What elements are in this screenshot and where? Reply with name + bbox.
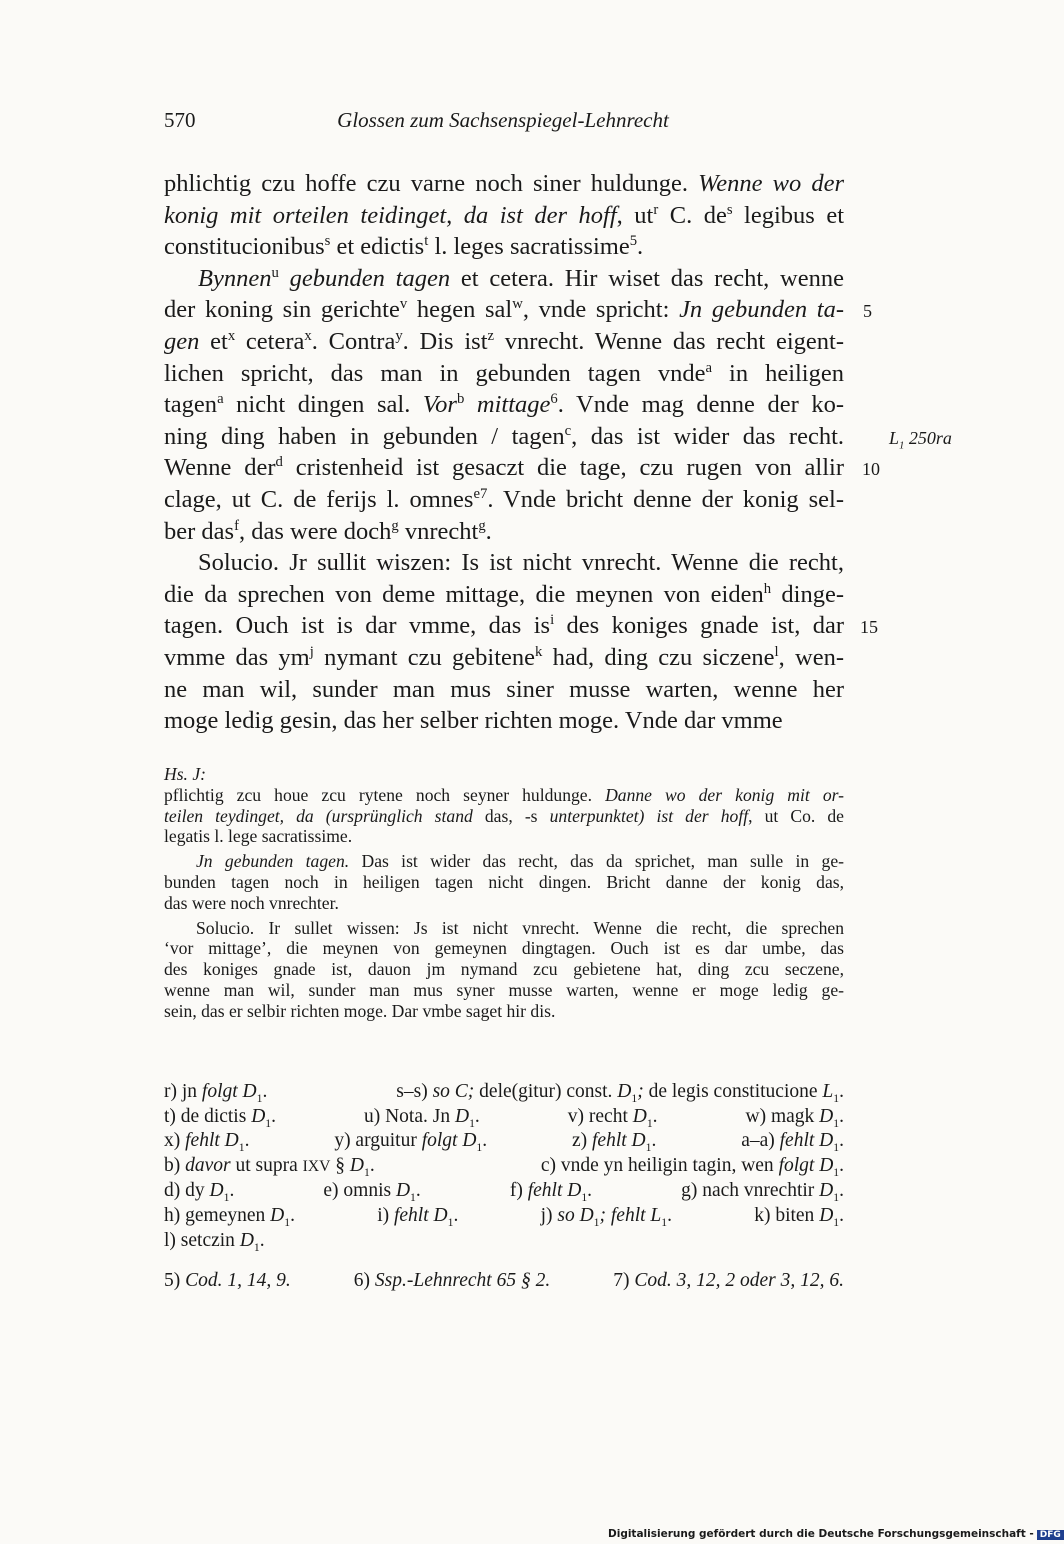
text-segment: D — [239, 1229, 254, 1251]
text-segment: . — [839, 1130, 844, 1152]
text-segment: ; fehlt L — [599, 1204, 662, 1226]
text-segment: ‘vor mittage’, die meynen von gemeynen dingtagen. Ouch ist es dar umbe, das — [164, 938, 844, 959]
text-segment: dele(gitur) const. — [474, 1081, 618, 1102]
text-segment: Vor — [422, 391, 457, 419]
text-segment: Wenne der — [164, 454, 276, 482]
text-segment: l — [774, 643, 779, 660]
text-line — [164, 326, 844, 358]
text-segment: h — [763, 580, 772, 597]
text-line — [164, 231, 844, 263]
text-segment: hegen sal — [407, 296, 513, 324]
text-segment: Cod. 3, 12, 2 oder 3, 12, 6. — [634, 1270, 844, 1291]
text-segment: fehlt D — [393, 1204, 448, 1226]
apparatus-entry — [164, 1129, 249, 1154]
text-segment: b) — [164, 1154, 186, 1176]
source-footnotes — [164, 1270, 844, 1292]
text-segment: 1 — [833, 1091, 840, 1105]
text-line — [164, 358, 844, 390]
text-segment: . — [839, 1204, 844, 1226]
text-segment: Cod. 1, 14, 9. — [185, 1270, 291, 1291]
text-segment: legibus et — [732, 201, 845, 229]
text-line — [164, 547, 844, 579]
text-segment: e) omnis — [323, 1180, 396, 1202]
text-segment: s–s) — [396, 1081, 433, 1102]
text-segment: wenne man wil, sunder man mus syner musse warten, wenne er moge ledig ge- — [164, 979, 844, 1000]
text-segment: g — [478, 517, 486, 534]
text-segment: 1 — [253, 1240, 260, 1254]
main-text — [164, 168, 844, 737]
text-segment: D — [819, 1204, 834, 1226]
text-segment: Danne wo der konig mit or- — [605, 784, 844, 805]
text-line — [164, 642, 844, 674]
text-segment: . — [651, 1130, 657, 1152]
text-segment: die da sprechen von deme mittage, die meynen von eiden — [164, 580, 764, 608]
text-segment: pflichtig zcu houe zcu rytene noch seyner huldunge. — [164, 784, 606, 805]
text-segment: c) vnde yn heiligin tagin, wen — [540, 1154, 779, 1176]
text-segment: folgt D — [421, 1130, 477, 1152]
apparatus-row — [164, 1129, 844, 1154]
text-segment: dinge- — [771, 580, 844, 608]
text-segment: , das ist wider das recht. — [571, 422, 845, 450]
text-line — [164, 826, 844, 847]
text-segment: tagen — [164, 391, 218, 419]
text-segment: mittage — [464, 391, 551, 419]
text-segment: 6) — [353, 1270, 375, 1291]
text-segment: D — [395, 1180, 411, 1202]
text-segment: . — [415, 1180, 421, 1202]
text-segment: tagen. Ouch ist is dar vmme, das is — [164, 612, 551, 640]
apparatus-entry — [681, 1179, 844, 1204]
text-segment: . — [839, 1180, 844, 1202]
text-segment: , ut — [616, 201, 654, 229]
text-segment: fehlt D — [592, 1130, 646, 1152]
text-segment: et edictis — [330, 233, 425, 261]
apparatus-entry — [746, 1105, 844, 1130]
text-segment: Bynnen — [198, 264, 272, 292]
text-segment: w) magk — [745, 1105, 820, 1127]
text-segment: a–a) — [741, 1130, 780, 1152]
text-segment: j — [309, 643, 314, 660]
text-segment: k — [535, 643, 543, 660]
apparatus-entry — [377, 1204, 458, 1229]
text-segment: i — [550, 612, 555, 629]
text-segment: vnrecht. Wenne das recht eigent- — [494, 327, 845, 355]
text-segment: cetera — [235, 327, 305, 355]
text-segment: x — [304, 327, 312, 344]
text-segment: das, -s — [472, 805, 550, 826]
text-segment: . — [839, 1105, 844, 1127]
dfg-footer — [608, 1528, 1064, 1540]
apparatus-entry — [164, 1204, 295, 1229]
text-segment: 1 — [581, 1191, 588, 1205]
text-line — [164, 484, 844, 516]
apparatus-entry — [510, 1179, 592, 1204]
text-segment: 1 — [284, 1215, 291, 1229]
text-segment: folgt D — [778, 1154, 834, 1176]
text-segment: 1 — [410, 1191, 416, 1205]
line-number-5: 5 — [863, 301, 872, 321]
text-line — [164, 421, 844, 453]
text-segment: 1 — [833, 1116, 840, 1130]
text-segment: D — [617, 1081, 632, 1102]
text-segment: v — [399, 296, 408, 313]
text-segment: t) de dictis — [164, 1105, 252, 1127]
text-segment: fehlt D — [527, 1180, 582, 1202]
apparatus-entry — [754, 1204, 844, 1229]
text-segment: . — [652, 1105, 658, 1127]
text-line — [164, 938, 844, 959]
text-segment: . — [290, 1204, 295, 1226]
text-segment: vmme das ym — [164, 643, 310, 671]
text-segment: clage, ut C. de ferijs l. omnes — [164, 485, 474, 513]
text-segment: unterpunktet) ist der hoff — [549, 805, 749, 826]
text-segment: 7) — [613, 1270, 635, 1291]
apparatus-row — [164, 1204, 844, 1229]
text-line — [164, 200, 844, 232]
text-segment: g) nach vnrechtir — [681, 1180, 820, 1202]
apparatus-entry — [334, 1129, 487, 1154]
text-segment: nicht dingen sal. — [223, 391, 423, 419]
text-segment: z — [487, 327, 495, 344]
text-segment: 1 — [238, 1141, 245, 1155]
text-segment: e7 — [473, 485, 488, 502]
text-segment: gebunden tagen — [278, 264, 451, 292]
text-segment: gen — [164, 327, 200, 355]
text-segment: 1 — [645, 1141, 652, 1155]
text-segment: des koniges gnade ist, dar — [554, 612, 844, 640]
apparatus-entry — [164, 1080, 267, 1105]
text-segment: d) dy — [164, 1180, 210, 1202]
text-segment: a — [705, 359, 713, 376]
text-segment: D — [819, 1180, 834, 1202]
text-segment: f — [234, 517, 239, 534]
text-line — [164, 785, 844, 806]
text-segment: 1 — [833, 1165, 840, 1179]
text-segment: a — [217, 391, 224, 407]
text-segment: j) — [540, 1204, 558, 1226]
text-segment: . — [482, 1130, 488, 1152]
text-line — [164, 980, 844, 1001]
text-segment: had, ding czu siczene — [542, 643, 775, 671]
text-segment: 1 — [833, 1141, 840, 1155]
text-line — [164, 918, 844, 939]
line-number-15: 15 — [860, 617, 878, 637]
text-segment: vnrecht — [398, 517, 479, 545]
text-segment: et — [199, 327, 228, 355]
text-segment: . — [485, 517, 492, 545]
text-segment: 1 — [265, 1116, 272, 1130]
text-segment: , wen- — [778, 643, 844, 671]
text-segment: phlichtig czu hoffe czu varne noch siner huldunge. — [164, 170, 699, 197]
text-segment: 5) — [164, 1270, 186, 1291]
text-line — [164, 516, 844, 548]
text-line — [164, 389, 844, 421]
text-segment: . — [839, 1154, 844, 1176]
text-segment: . — [262, 1081, 268, 1102]
text-line — [164, 452, 844, 484]
text-segment: moge ledig gesin, das her selber richten moge. Vnde dar vmme — [164, 707, 783, 735]
manuscript-variant — [164, 764, 844, 1022]
text-segment: bunden tagen noch in heiligen tagen nicht dingen. Bricht danne der konig das, — [164, 871, 844, 892]
text-segment: r) jn — [164, 1081, 202, 1102]
apparatus-entry — [164, 1229, 265, 1254]
text-segment: . — [369, 1154, 375, 1176]
text-segment: ne man wil, sunder man mus siner musse warten, wenne her — [164, 675, 844, 703]
text-segment: 1 — [476, 1141, 483, 1155]
manuscript-text — [164, 785, 844, 1022]
apparatus-entry — [164, 1105, 276, 1130]
text-segment: 1 — [469, 1116, 475, 1130]
text-segment: . — [637, 233, 644, 261]
text-segment: c — [564, 422, 572, 439]
text-segment: constitucionibus — [164, 233, 325, 261]
text-segment: , ut Co. de — [748, 805, 844, 826]
footnote — [164, 1270, 291, 1292]
text-segment: lichen spricht, das man in gebunden tagen vnde — [164, 359, 706, 387]
apparatus-row — [164, 1080, 844, 1105]
text-line — [164, 851, 844, 872]
text-segment: so D — [557, 1204, 594, 1226]
text-segment: 1 — [833, 1191, 840, 1205]
text-segment: s — [726, 201, 733, 218]
text-line — [164, 579, 844, 611]
text-segment: 1 — [661, 1215, 668, 1229]
text-segment: y — [395, 327, 403, 344]
text-segment: . Vnde mag denne der ko- — [557, 391, 844, 419]
apparatus-entry — [568, 1105, 658, 1130]
text-segment: . — [229, 1180, 235, 1202]
text-segment: , vnde spricht: — [522, 296, 680, 324]
text-segment: 5 — [629, 233, 638, 250]
text-segment: i) — [377, 1204, 394, 1226]
text-segment: y) arguitur — [334, 1130, 422, 1152]
text-segment: . Dis ist — [402, 327, 488, 355]
text-segment: D — [349, 1154, 364, 1176]
text-segment: der koning sin gerichte — [164, 296, 400, 324]
text-segment: IXV — [302, 1157, 331, 1175]
text-segment: Jn gebunden ta- — [679, 296, 844, 324]
text-line — [164, 610, 844, 642]
line-number-10: 10 — [862, 459, 880, 479]
text-segment: u — [271, 264, 279, 281]
text-segment: . Contra — [311, 327, 396, 355]
text-segment: 1 — [363, 1165, 370, 1179]
text-segment: L — [822, 1081, 834, 1102]
text-segment: ; — [637, 1081, 644, 1102]
text-segment: r — [653, 201, 659, 218]
text-segment: x — [227, 327, 236, 344]
footer-text: Digitalisierung gefördert durch die Deutsche Forschungsgemeinschaft - — [608, 1528, 1034, 1540]
text-segment: cristenheid ist gesaczt die tage, czu rugen von allir — [282, 454, 844, 482]
text-segment: . — [474, 1105, 480, 1127]
apparatus-entry — [541, 1154, 844, 1180]
text-line — [164, 1001, 844, 1022]
text-segment: k) biten — [754, 1204, 820, 1226]
text-line — [164, 872, 844, 893]
text-segment: D — [209, 1180, 224, 1202]
text-segment: C. de — [658, 201, 727, 229]
text-segment: d — [275, 454, 283, 471]
text-segment: 1 — [447, 1215, 454, 1229]
text-segment: . — [453, 1204, 459, 1226]
text-segment: Das ist wider das recht, das da sprichet, man sulle in ge- — [349, 851, 844, 872]
text-segment: de legis constitucione — [643, 1081, 823, 1102]
apparatus-entry — [741, 1129, 844, 1154]
text-segment: l. leges sacratissime — [428, 233, 630, 261]
apparatus-entry — [396, 1080, 844, 1105]
margin-note: $L_1$ 250ra — [889, 428, 952, 452]
apparatus-row — [164, 1179, 844, 1204]
critical-apparatus — [164, 1080, 844, 1253]
text-segment: 1 — [593, 1215, 600, 1229]
apparatus-row — [164, 1105, 844, 1130]
text-segment: D — [454, 1105, 470, 1127]
apparatus-entry — [164, 1154, 375, 1180]
text-segment: § — [330, 1154, 350, 1176]
text-segment: s — [324, 233, 331, 250]
text-segment: Wenne wo der — [698, 170, 844, 197]
text-segment: . — [244, 1130, 250, 1152]
text-segment: ning ding haben in gebunden / tagen — [164, 422, 565, 450]
text-segment: das were noch vnrechter. — [164, 892, 339, 913]
text-segment: . — [259, 1229, 265, 1251]
text-line — [164, 168, 844, 200]
text-segment: konig mit orteilen teidinget, da ist der hoff — [164, 201, 617, 229]
text-segment: . Vnde bricht denne der konig sel- — [487, 485, 844, 513]
text-segment: 1 — [833, 1215, 840, 1229]
text-line — [164, 674, 844, 706]
text-segment: . — [839, 1081, 844, 1102]
text-segment: Solucio. Ir sullet wissen: Js ist nicht vnrecht. Wenne die recht, die sprechen — [196, 917, 844, 938]
apparatus-row — [164, 1229, 844, 1254]
text-segment: fehlt D — [185, 1130, 239, 1152]
running-title: Glossen zum Sachsenspiegel-Lehnrecht — [337, 108, 669, 132]
text-segment: ber das — [164, 517, 235, 545]
text-segment: sein, das er selbir richten moge. Dar vmbe saget hir dis. — [164, 1000, 556, 1021]
text-line — [164, 959, 844, 980]
text-segment: Jn gebunden tagen. — [196, 851, 350, 872]
text-segment: h) gemeynen — [164, 1204, 271, 1226]
text-segment: D — [270, 1204, 285, 1226]
text-segment: 1 — [223, 1191, 230, 1205]
text-segment: 6 — [550, 391, 558, 407]
text-segment: folgt D — [201, 1081, 257, 1102]
text-segment: so C; — [432, 1081, 475, 1102]
page-number: 570 — [164, 108, 196, 132]
text-segment: 1 — [631, 1091, 638, 1105]
text-line — [164, 263, 844, 295]
text-segment: fehlt D — [779, 1130, 834, 1152]
apparatus-row — [164, 1154, 844, 1180]
text-segment: ut supra — [230, 1154, 303, 1176]
text-segment: nymant czu gebitene — [313, 643, 536, 671]
text-segment: D — [251, 1105, 266, 1127]
text-segment: . — [587, 1180, 593, 1202]
apparatus-entry — [541, 1204, 672, 1229]
text-segment: Solucio. Jr sullit wiszen: Is ist nicht vnrecht. Wenne die recht, — [198, 549, 844, 577]
apparatus-entry — [164, 1179, 234, 1204]
text-segment: in heiligen — [712, 359, 844, 387]
text-segment: Ssp.-Lehnrecht 65 § 2. — [374, 1270, 551, 1291]
footnote — [613, 1270, 844, 1292]
text-segment: z) — [571, 1130, 592, 1152]
text-line — [164, 705, 844, 737]
dfg-logo: DFG — [1037, 1530, 1064, 1540]
text-segment: et cetera. Hir wiset das recht, wenne — [450, 264, 844, 292]
footnote — [354, 1270, 550, 1292]
text-segment: w — [512, 296, 523, 313]
text-segment: davor — [185, 1154, 231, 1176]
text-segment: t — [424, 233, 429, 250]
text-segment: . — [271, 1105, 277, 1127]
text-segment: D — [632, 1105, 647, 1127]
apparatus-entry — [323, 1179, 420, 1204]
text-segment: D — [819, 1105, 834, 1127]
text-line — [164, 806, 844, 827]
text-segment: v) recht — [567, 1105, 633, 1127]
text-segment: . — [667, 1204, 672, 1226]
text-segment: x) — [164, 1130, 186, 1152]
apparatus-entry — [364, 1105, 480, 1130]
text-line — [164, 893, 844, 914]
text-segment: f) — [509, 1180, 528, 1202]
text-segment: des koniges gnade ist, dauon jm nymand zcu gebietene hat, ding zcu seczene, — [164, 959, 844, 980]
manuscript-label: Hs. J: — [164, 764, 207, 784]
apparatus-entry — [572, 1129, 656, 1154]
text-segment: u) Nota. Jn — [363, 1105, 455, 1127]
text-segment: , das were doch — [238, 517, 392, 545]
text-segment: teilen teydinget, da (ursprünglich stand — [164, 805, 473, 826]
text-segment: 1 — [646, 1116, 653, 1130]
text-line — [164, 294, 844, 326]
text-segment: 1 — [256, 1091, 263, 1105]
text-segment: b — [456, 391, 465, 407]
text-segment: g — [391, 517, 399, 534]
text-segment: legatis l. lege sacratissime. — [164, 826, 353, 847]
text-segment: l) setczin — [164, 1229, 240, 1251]
